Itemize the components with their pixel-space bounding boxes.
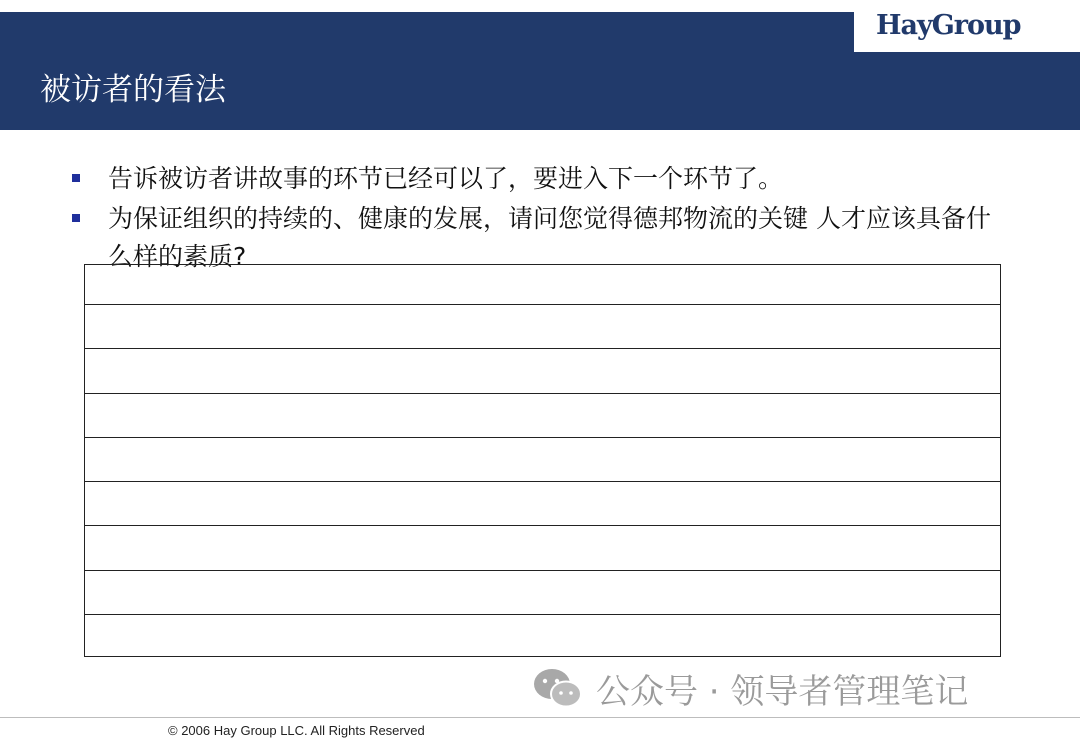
bullet-square-icon	[72, 214, 80, 222]
answer-row-line	[85, 348, 1000, 349]
bullet-square-icon	[72, 174, 80, 182]
watermark-text: 公众号 · 领导者管理笔记	[596, 671, 969, 712]
wechat-icon	[530, 666, 586, 710]
slide-title: 被访者的看法	[40, 72, 226, 108]
bullet-list	[72, 160, 1002, 278]
answer-row-line	[85, 304, 1000, 305]
footer-divider	[0, 717, 1080, 718]
answer-row-line	[85, 525, 1000, 526]
haygroup-logo: HayGroup	[876, 10, 1021, 41]
copyright: © 2006 Hay Group LLC. All Rights Reserved	[168, 723, 425, 738]
answer-row-line	[85, 614, 1000, 615]
bullet-item	[72, 160, 1002, 198]
answer-grid	[84, 264, 1001, 657]
answer-row-line	[85, 393, 1000, 394]
bullet-text: 告诉被访者讲故事的环节已经可以了，要进入下一个环节了。	[108, 164, 784, 193]
watermark	[530, 666, 968, 710]
bullet-text: 为保证组织的持续的、健康的发展，请问您觉得德邦物流的关键 人才应该具备什么样的素质?	[108, 204, 991, 271]
answer-row-line	[85, 437, 1000, 438]
answer-row-line	[85, 481, 1000, 482]
answer-row-line	[85, 570, 1000, 571]
